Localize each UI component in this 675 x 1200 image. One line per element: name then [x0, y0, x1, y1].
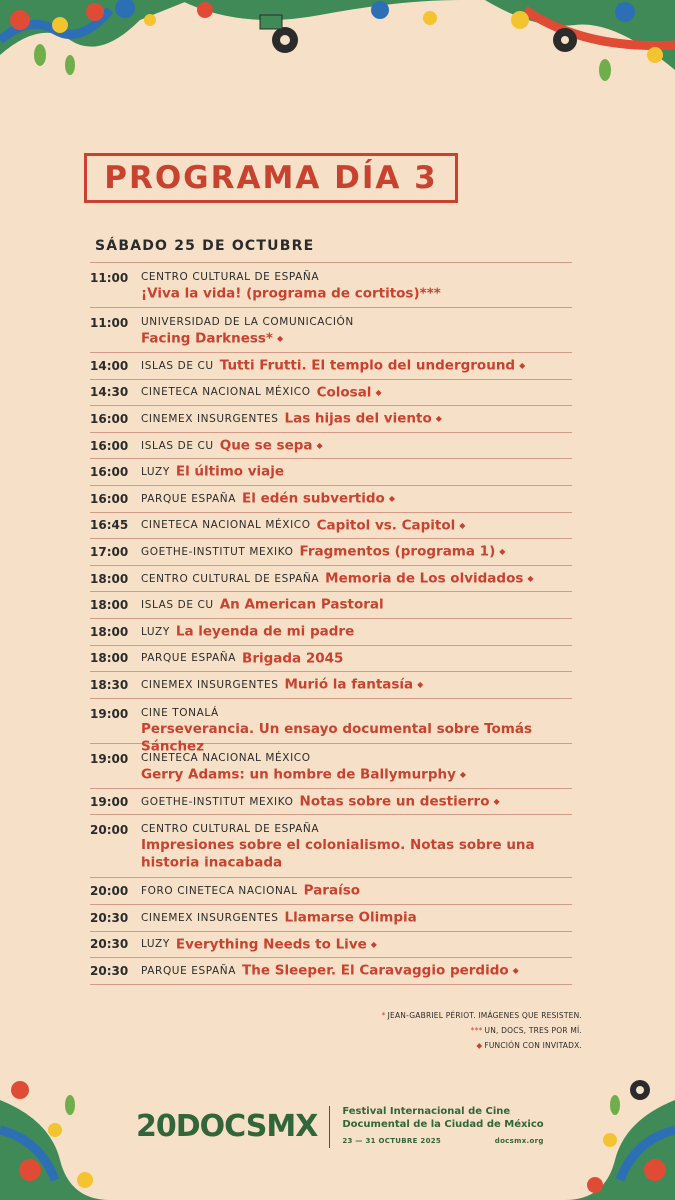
logo-divider — [329, 1106, 330, 1148]
venue-name: ISLAS DE CU — [141, 439, 214, 452]
festival-url: docsmx.org — [494, 1137, 544, 1145]
film-title: El edén subvertido ◆ — [242, 490, 395, 507]
film-title: Gerry Adams: un hombre de Ballymurphy ◆ — [141, 766, 467, 783]
screening-time: 17:00 — [90, 544, 129, 559]
screening-info — [141, 570, 572, 588]
screening-time: 20:30 — [90, 937, 129, 952]
schedule-list — [90, 262, 572, 985]
screening-time: 20:00 — [90, 823, 129, 838]
schedule-row — [90, 566, 572, 593]
schedule-row — [90, 699, 572, 755]
screening-time: 16:00 — [90, 438, 129, 453]
page-title: PROGRAMA DÍA 3 — [104, 160, 438, 196]
page-title-box — [84, 153, 458, 203]
screening-info — [141, 437, 572, 455]
venue-name: ISLAS DE CU — [141, 359, 214, 372]
schedule-row — [90, 353, 572, 380]
screening-info — [141, 823, 572, 872]
footnotes — [382, 1011, 582, 1056]
venue-name: CINETECA NACIONAL MÉXICO — [141, 519, 311, 532]
schedule-row — [90, 932, 572, 959]
film-title: Colosal ◆ — [316, 384, 382, 401]
schedule-row — [90, 905, 572, 932]
guest-marker-icon: ◆ — [316, 440, 323, 450]
venue-name: LUZY — [141, 938, 170, 951]
screening-info — [141, 357, 572, 375]
screening-time: 16:00 — [90, 411, 129, 426]
schedule-row — [90, 380, 572, 407]
venue-name: CINEMEX INSURGENTES — [141, 412, 279, 425]
guest-marker-icon: ◆ — [435, 414, 442, 424]
film-title: Murió la fantasía ◆ — [284, 676, 424, 693]
screening-time: 16:00 — [90, 465, 129, 480]
schedule-row — [90, 672, 572, 699]
venue-name: PARQUE ESPAÑA — [141, 492, 237, 505]
venue-name: CENTRO CULTURAL DE ESPAÑA — [141, 823, 320, 836]
venue-name: CINE TONALÁ — [141, 706, 219, 719]
guest-marker-icon: ◆ — [459, 769, 467, 779]
floral-decoration-top-left — [0, 0, 190, 80]
guest-marker-icon: ◆ — [512, 966, 519, 976]
guest-marker-icon: ◆ — [527, 573, 534, 583]
floral-decoration-bottom-left — [0, 1060, 110, 1200]
venue-name: PARQUE ESPAÑA — [141, 652, 237, 665]
film-title: An American Pastoral — [219, 596, 384, 613]
venue-name: ISLAS DE CU — [141, 599, 214, 612]
docsmx-logo — [136, 1105, 544, 1148]
screening-time: 20:00 — [90, 884, 129, 899]
screening-info — [141, 271, 572, 303]
screening-info — [141, 384, 572, 402]
film-title: Que se sepa ◆ — [219, 437, 323, 454]
guest-marker-icon: ◆ — [459, 520, 466, 530]
film-title: Everything Needs to Live ◆ — [175, 936, 377, 953]
film-title: Paraíso — [303, 882, 361, 899]
festival-info: Festival Internacional de Cine Documental de la Ciudad de México 23 — 31 OCTUBRE 2025 docsmx.org — [342, 1105, 543, 1148]
floral-decoration-top — [180, 0, 460, 70]
screening-time: 20:30 — [90, 910, 129, 925]
screening-time: 16:00 — [90, 491, 129, 506]
schedule-row — [90, 592, 572, 619]
screening-time: 18:00 — [90, 624, 129, 639]
screening-time: 18:00 — [90, 598, 129, 613]
venue-name: GOETHE-INSTITUT MEXIKO — [141, 545, 294, 558]
venue-name: CINETECA NACIONAL MÉXICO — [141, 386, 311, 399]
schedule-row — [90, 459, 572, 486]
film-title: Facing Darkness* ◆ — [141, 330, 284, 347]
screening-time: 18:00 — [90, 571, 129, 586]
film-title: Brigada 2045 — [242, 650, 344, 667]
venue-name: LUZY — [141, 466, 170, 479]
film-title: Fragmentos (programa 1) ◆ — [299, 543, 506, 560]
schedule-row — [90, 308, 572, 353]
film-title: Memoria de Los olvidados ◆ — [325, 570, 534, 587]
screening-info — [141, 752, 572, 784]
schedule-row — [90, 789, 572, 816]
screening-info — [141, 490, 572, 508]
schedule-row — [90, 433, 572, 460]
screening-info — [141, 962, 572, 980]
film-title: El último viaje — [175, 463, 285, 480]
guest-marker-icon: ◆ — [493, 796, 500, 806]
guest-marker-icon: ◆ — [375, 387, 382, 397]
film-title: Capitol vs. Capitol ◆ — [316, 517, 466, 534]
screening-info — [141, 882, 572, 900]
guest-marker-icon: ◆ — [519, 361, 526, 371]
guest-marker-icon: ◆ — [499, 547, 506, 557]
schedule-row — [90, 619, 572, 646]
festival-dates: 23 — 31 OCTUBRE 2025 — [342, 1137, 442, 1145]
screening-time: 14:30 — [90, 385, 129, 400]
screening-info — [141, 793, 572, 811]
venue-name: CINEMEX INSURGENTES — [141, 678, 279, 691]
screening-info — [141, 650, 572, 668]
screening-time: 14:00 — [90, 358, 129, 373]
screening-info — [141, 517, 572, 535]
screening-info — [141, 596, 572, 614]
film-title: Notas sobre un destierro ◆ — [299, 793, 500, 810]
screening-time: 19:00 — [90, 706, 129, 721]
schedule-row — [90, 539, 572, 566]
schedule-row — [90, 263, 572, 308]
schedule-row — [90, 646, 572, 673]
floral-decoration-top-right — [485, 0, 675, 90]
venue-name: CENTRO CULTURAL DE ESPAÑA — [141, 572, 320, 585]
schedule-date: SÁBADO 25 DE OCTUBRE — [95, 238, 315, 254]
screening-time: 11:00 — [90, 271, 129, 285]
footnote: ◆ FUNCIÓN CON INVITADX. — [476, 1041, 582, 1050]
screening-info — [141, 410, 572, 428]
screening-info — [141, 623, 572, 641]
guest-marker-icon: ◆ — [370, 939, 377, 949]
screening-info — [141, 543, 572, 561]
floral-decoration-bottom-right — [565, 1060, 675, 1200]
venue-name: CENTRO CULTURAL DE ESPAÑA — [141, 271, 320, 283]
venue-name: LUZY — [141, 625, 170, 638]
film-title: Impresiones sobre el colonialismo. Notas sobre una historia inacabada — [141, 837, 535, 871]
screening-info — [141, 316, 572, 348]
film-title: La leyenda de mi padre — [175, 623, 355, 640]
screening-time: 19:00 — [90, 794, 129, 809]
screening-info — [141, 707, 572, 756]
guest-marker-icon: ◆ — [388, 494, 395, 504]
schedule-row — [90, 958, 572, 985]
schedule-row — [90, 878, 572, 905]
venue-name: CINEMEX INSURGENTES — [141, 911, 279, 924]
venue-name: FORO CINETECA NACIONAL — [141, 885, 298, 898]
venue-name: UNIVERSIDAD DE LA COMUNICACIÓN — [141, 316, 354, 328]
screening-info — [141, 463, 572, 481]
schedule-row — [90, 815, 572, 878]
film-title: ¡Viva la vida! (programa de cortitos)*** — [141, 285, 441, 302]
logo-wordmark: 20DOCSMX — [136, 1109, 318, 1144]
schedule-row — [90, 513, 572, 540]
film-title: Perseverancia. Un ensayo documental sobre Tomás Sánchez — [141, 720, 533, 755]
footnote: * JEAN-GABRIEL PÉRIOT. IMÁGENES QUE RESISTEN. — [381, 1011, 582, 1020]
screening-time: 19:00 — [90, 751, 129, 766]
film-title: The Sleeper. El Caravaggio perdido ◆ — [242, 962, 519, 979]
screening-time: 18:30 — [90, 677, 129, 692]
venue-name: GOETHE-INSTITUT MEXIKO — [141, 795, 294, 808]
film-title: Tutti Frutti. El templo del underground ◆ — [219, 357, 526, 374]
venue-name: PARQUE ESPAÑA — [141, 964, 237, 977]
screening-info — [141, 909, 572, 927]
screening-info — [141, 676, 572, 694]
guest-marker-icon: ◆ — [417, 680, 424, 690]
schedule-row — [90, 486, 572, 513]
film-title: Las hijas del viento ◆ — [284, 410, 442, 427]
film-title: Llamarse Olimpia — [284, 909, 417, 926]
screening-time: 20:30 — [90, 963, 129, 978]
schedule-row — [90, 406, 572, 433]
footnote: *** UN, DOCS, TRES POR MÍ. — [470, 1026, 582, 1035]
screening-time: 16:45 — [90, 518, 129, 533]
screening-time: 18:00 — [90, 651, 129, 666]
guest-marker-icon: ◆ — [277, 334, 284, 343]
screening-info — [141, 936, 572, 954]
screening-time: 11:00 — [90, 316, 129, 330]
venue-name: CINETECA NACIONAL MÉXICO — [141, 751, 311, 764]
